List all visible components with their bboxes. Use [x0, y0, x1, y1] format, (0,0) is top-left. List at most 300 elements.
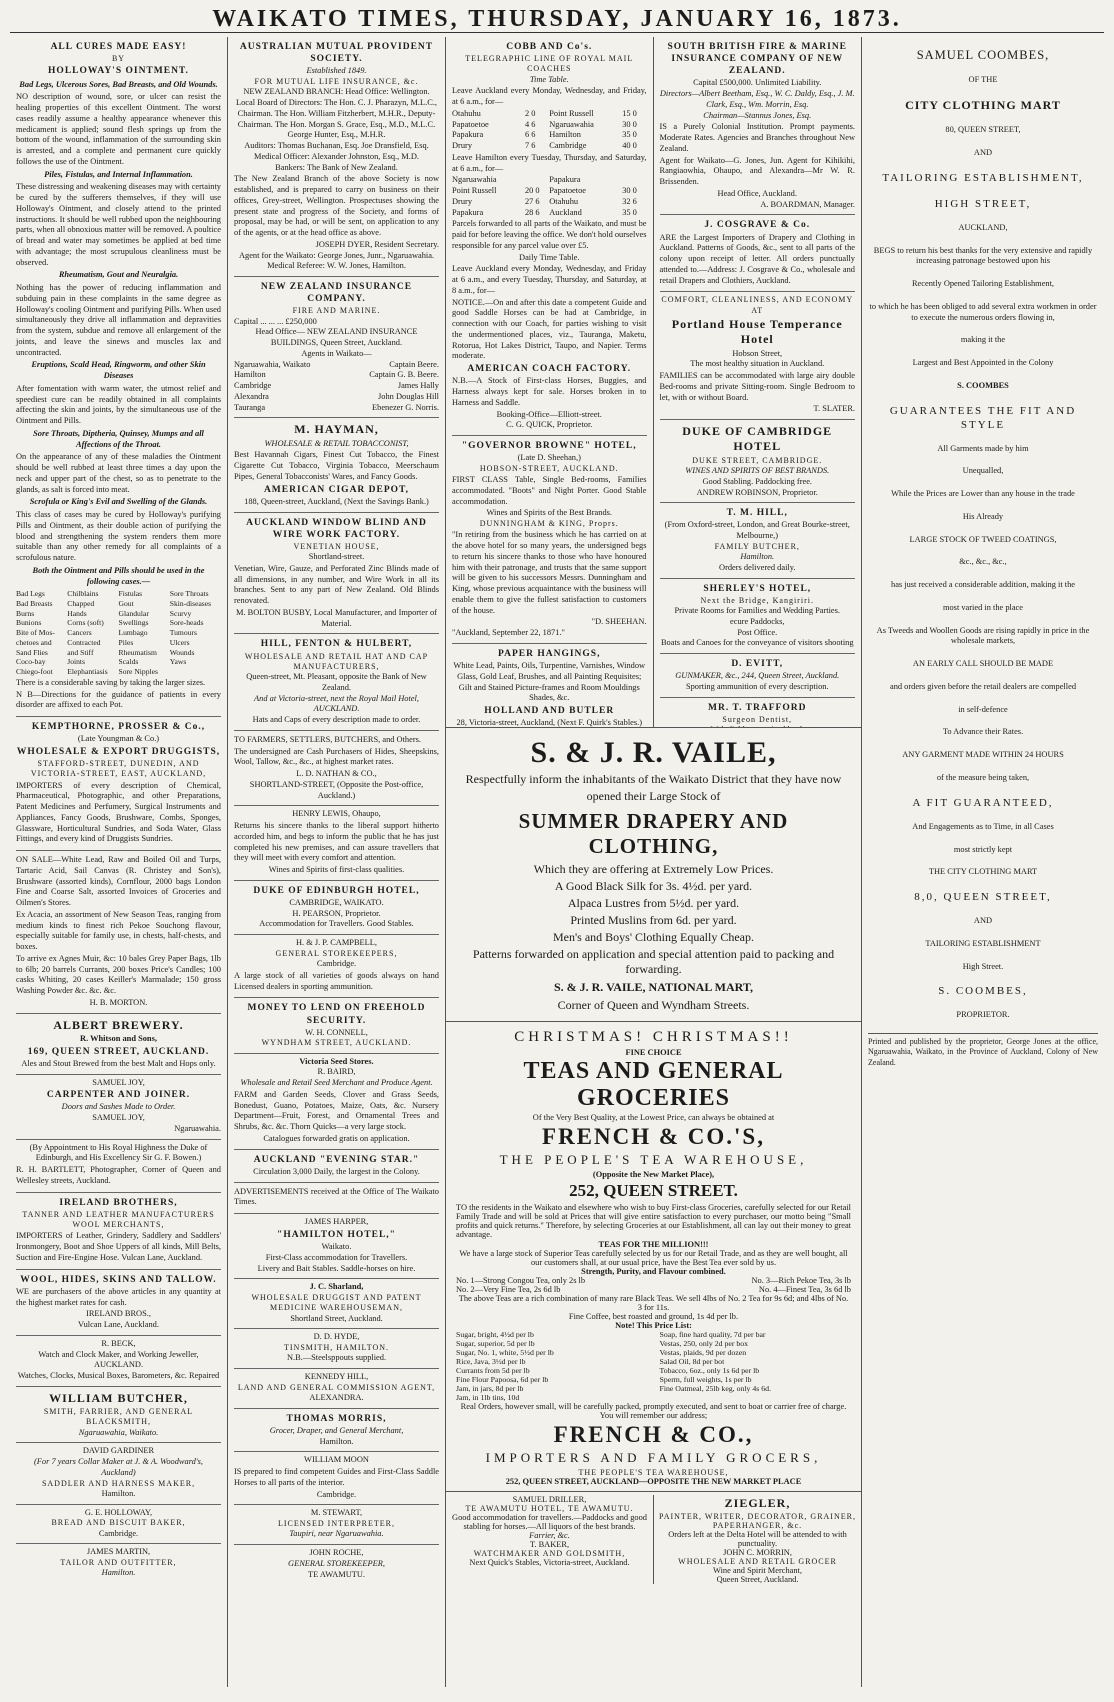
vaile-drapery: SUMMER DRAPERY AND CLOTHING, — [518, 809, 789, 858]
cosgrave-name: J. COSGRAVE & Co. — [704, 220, 811, 231]
vaile-l1: Respectfully inform the inhabitants of the Waikato District that they have now — [465, 772, 842, 786]
column-1 — [10, 37, 228, 1687]
edinburgh-title: DUKE OF EDINBURGH HOTEL, — [253, 885, 420, 896]
south-agent: Agent for Waikato—G. Jones, Jun. Agent for Kihikihi, Rangiaowhia, Ohaupo, and Alexandra—Mr W. R. Brissenden. — [659, 155, 855, 187]
timetable-fare: 30 0 — [622, 186, 637, 196]
driller-name: SAMUEL DRILLER, — [512, 1495, 587, 1504]
french-teas-row2 — [456, 1285, 851, 1294]
trafford-ad — [660, 698, 856, 727]
morrin-sub: Wine and Spirit Merchant, — [713, 1566, 802, 1575]
timetable-stop: Ngaruawahia — [549, 119, 594, 129]
ailment-item: Cancers — [67, 628, 92, 638]
hyde-trade: TINSMITH, HAMILTON. — [284, 1343, 389, 1352]
gov-addr: HOBSON-STREET, AUCKLAND. — [479, 463, 619, 473]
coombes-making: making it the — [960, 335, 1006, 345]
gardiner-place: Hamilton. — [101, 1488, 136, 1498]
coombes-high2: High Street. — [962, 961, 1004, 971]
trafford-trade: Surgeon Dentist, — [722, 714, 793, 724]
french-t1: No. 1—Strong Congou Tea, only 2s lb — [456, 1276, 586, 1285]
hillt-place: Hamilton. — [740, 552, 775, 562]
seed-name: R. BAIRD, — [317, 1067, 356, 1077]
holloway-p5: On the appearance of any of these maladies the Ointment should be well rubbed at least three times a day upon the neck and upper part of the chest, so as to penetrate to the glands, as salt is forced into meat. — [16, 452, 221, 494]
french-teas: TEAS AND GENERAL GROCERIES — [523, 1058, 784, 1111]
timetable-stop: Papakura — [549, 175, 581, 185]
french-ad — [446, 1022, 861, 1492]
portland-ad — [660, 292, 856, 420]
coombes-already: His Already — [962, 511, 1004, 521]
hayman-body: Best Havannah Cigars, Finest Cut Tobacco, the Finest Cigarette Cut Tobacco, Virginia Tobacco, Meerschaum Pipes, General Tobacconists' Wares, and Fancy Goods. — [234, 450, 439, 481]
nzins-title: NEW ZEALAND INSURANCE COMPANY. — [260, 282, 413, 305]
ireland-trade2: WOOL MERCHANTS, — [72, 1220, 165, 1230]
french-fine: FINE CHOICE — [625, 1048, 682, 1057]
ailment-item: Hands — [67, 608, 87, 618]
cobb-leave1: Leave Auckland every Monday, Wednesday, and Friday, at 6 a.m., for— — [452, 86, 647, 107]
holloway-note: There is a considerable saving by taking the larger sizes. — [16, 677, 206, 687]
coombes-defence: in self-defence — [958, 704, 1008, 714]
nzins-agents — [234, 360, 439, 414]
connell-addr: WYNDHAM STREET, AUCKLAND. — [261, 1038, 412, 1048]
price-item: Vestas, 250, only 2d per box — [659, 1339, 749, 1348]
timetable-fare: 28 6 — [524, 207, 540, 217]
holloway-nb: N B—Directions for the guidance of patients in every disorder are affixed to each Pot. — [16, 689, 221, 710]
hayman-trade: WHOLESALE & RETAIL TOBACCONIST, — [264, 438, 409, 448]
south-ad — [660, 37, 856, 215]
roche-place: TE AWAMUTU. — [307, 1569, 365, 1579]
french-body: TO the residents in the Waikato and elsewhere who wish to buy First-class Groceries, carefully selected for our Retail Family Trade and will be sold at Prices that will give entire satisfaction to every purchaser, our motto being "Small profits and quick returns." Therefore, by selecting Groceries at our Establishment, all can lay out their money to great advantage. — [456, 1203, 851, 1239]
ailment-item: Skin-diseases — [169, 599, 212, 609]
kennedy-ad — [234, 1369, 439, 1409]
holloway-p6: This class of cases may be cured by Holloway's purifying Pills and Ointment, as their double action of purifying the blood and strengthening the system renders them more suitable than any other remedy for all complaints of a scrofulous nature. — [16, 510, 221, 563]
ailment-item: Piles — [118, 637, 134, 647]
amp-body: The New Zealand Branch of the above Society is now established, and is prepared to carry on business on their offices, Grey-street, Wellington. Prospectuses showing the present state and progress of the Society, and forms of proposal, may be had, or will be sent, on application to any of the agents, or at the head office as above. — [234, 174, 439, 238]
agent-name: John Douglas Hill — [378, 391, 439, 401]
gov-body: FIRST CLASS Table, Single Bed-rooms, Families accommodated. "Boots" and Night Porter. Good Stable accommodation. — [452, 475, 647, 506]
joy-trade: CARPENTER AND JOINER. — [46, 1090, 191, 1101]
french-teas-row1 — [456, 1276, 851, 1285]
timetable-stop: Cambridge — [549, 141, 587, 151]
star-title: AUCKLAND "EVENING STAR." — [253, 1154, 420, 1165]
agent-row — [234, 403, 439, 414]
joy-sig: SAMUEL JOY, — [92, 1113, 145, 1123]
coombes-while: While the Prices are Lower than any house in the trade — [891, 489, 1075, 499]
vaile-l5: Patterns forwarded on application and special attention paid to packing and forwarding. — [472, 947, 835, 976]
gov-late: (Late D. Sheehan,) — [517, 453, 581, 463]
timetable-row — [452, 175, 647, 186]
trafford-addr — [660, 725, 856, 727]
ailment-item: Tumours — [169, 628, 197, 638]
ireland-trade: TANNER AND LEATHER MANUFACTURERS — [22, 1209, 215, 1219]
ailment-item: Glandular — [118, 608, 149, 618]
nzins-agents-head: Agents in Waikato— — [301, 348, 372, 358]
martin-trade: TAILOR AND OUTFITTER, — [60, 1558, 177, 1568]
ziegler-name: ZIEGLER, — [724, 1496, 791, 1510]
shirley-boats: Boats and Canoes for the conveyance of visitors shooting — [660, 638, 854, 648]
price-item: Salad Oil, 8d per bot — [659, 1357, 725, 1366]
edinburgh-place: CAMBRIDGE, WAIKATO. — [289, 897, 384, 907]
baker-trade: WATCHMAKER AND GOLDSMITH, — [473, 1549, 626, 1558]
harper-body: First-Class accommodation for Travellers. — [265, 1252, 408, 1262]
harper-hotel: "HAMILTON HOTEL," — [277, 1229, 396, 1240]
gov-title: "GOVERNOR BROWNE" HOTEL, — [461, 441, 637, 452]
brewery-title: ALBERT BREWERY. — [53, 1017, 184, 1032]
price-item: Jam, in jars, 8d per lb — [456, 1384, 524, 1393]
coombes-orders: and orders given before the retail dealers are compelled — [889, 681, 1077, 691]
beck-name: R. BECK, — [101, 1338, 136, 1348]
cobb-notice: NOTICE.—On and after this date a competent Guide and good Saddle Horses can be had at Cambridge, in connection with our Coach, for parties wishing to visit the undermentioned places, viz., Tauranga, Maketu, Rotorua, Hot Lakes District, Taupo, and Napier. Terms moderate. — [452, 297, 647, 361]
nzins-capital: Capital ... ... ... £250,000 — [234, 316, 317, 326]
price-item: Soap, fine hard quality, 7d per bar — [659, 1330, 766, 1339]
ireland-body: IMPORTERS of Leather, Grindery, Saddlery and Saddlers' Ironmongery, Boot and Shoe Uppers of all kinds, Mill Belts, Suction and Fire-Engine Hose. Vulcan Lane, Auckland. — [16, 1231, 221, 1262]
coombes-garment: ANY GARMENT MADE WITHIN 24 HOURS — [902, 750, 1064, 760]
kempthorne-body: IMPORTERS of every description of Chemical, Pharmaceutical, Photographic, and other Preparations, Patent Medicines and Perfumery, Surgical Instruments and Appliances, Fancy Goods, Brushware, Combs, Sponges, Glassware, Horticultural Sundries, and Soda Water, Glass Fittings, and every kind of Druggists Sundries. — [16, 780, 221, 844]
portland-motto: COMFORT, CLEANLINESS, AND ECONOMY — [661, 295, 854, 305]
butcher-name: WILLIAM BUTCHER, — [49, 1390, 188, 1405]
kempthorne-ad — [16, 717, 221, 851]
cobb-leave2: Leave Hamilton every Tuesday, Thursday, and Saturday, at 6 a.m., for— — [452, 152, 647, 173]
holloway-sub5: Sore Throats, Diptheria, Quinsey, Mumps and all Affections of the Throat. — [33, 428, 204, 449]
portland-at: AT — [751, 305, 764, 315]
french-t2: No. 2—Very Fine Tea, 2s 6d lb — [456, 1285, 561, 1294]
vaile-name: S. & J. R. VAILE, — [530, 736, 777, 769]
coombes-most: most varied in the place — [942, 602, 1023, 612]
south-chairman: Chairman—Stannus Jones, Esq. — [703, 110, 812, 120]
nathan-place: SHORTLAND-STREET, (Opposite the Post-office, Auckland.) — [249, 779, 424, 800]
coombes-measure: of the measure being taken, — [936, 772, 1030, 782]
campbell-trade: GENERAL STOREKEEPERS, — [275, 948, 398, 958]
brewery-body: Ales and Stout Brewed from the best Malt and Hops only. — [21, 1058, 216, 1068]
cambridge-street: DUKE STREET, CAMBRIDGE. — [692, 455, 823, 465]
morton-body: ON SALE—White Lead, Raw and Boiled Oil and Turps, Tartaric Acid, Sail Canvas (R. Christey and Son's), Brushware (assorted kinds), Cornflour, 2000 bags London Fine and Coarse Salt, assorted Invoices of Groceries and Oilmen's Stores. — [16, 855, 221, 908]
bartlett-ad — [16, 1140, 221, 1193]
timetable-row — [452, 120, 647, 131]
coombes-high: HIGH STREET, — [934, 197, 1032, 210]
gardiner-trade: SADDLER AND HARNESS MAKER, — [41, 1478, 196, 1488]
amp-sub: FOR MUTUAL LIFE INSURANCE, &c. — [254, 77, 419, 87]
cobb-rows1 — [452, 109, 647, 152]
timetable-stop: Hamilton — [549, 130, 581, 140]
price-item: Sugar, No. 1, white, 5½d per lb — [456, 1348, 554, 1357]
coombes-and: AND — [973, 147, 993, 157]
cobb-daily: Daily Time Table. — [519, 252, 580, 262]
amp-est: Established 1849. — [306, 66, 367, 76]
south-capital: Capital £500,000. Unlimited Liability. — [693, 78, 822, 88]
bartlett-body: R. H. BARTLETT, Photographer, Corner of Queen and Wellesley streets, Auckland. — [16, 1165, 221, 1185]
morton-list: To arrive ex Agnes Muir, &c: 10 bales Grey Paper Bags, 1lb to 6lb; 20 barrels Currants, 200 boxes Price's Candles; 100 casks Whiting, 20 cases Keiller's Marmalade; 150 gross Washing Powder &c. &c. &c. — [16, 953, 221, 996]
coombes-has: has just received a considerable addition, making it the — [891, 580, 1075, 590]
cobb-tt: Time Table. — [529, 74, 569, 84]
timetable-stop: Papakura — [452, 130, 484, 140]
cobb-sub: TELEGRAPHIC LINE OF ROYAL MAIL COACHES — [465, 54, 634, 74]
seed-body: FARM and Garden Seeds, Clover and Grass Seeds, Bonedust, Guano, Potatoes, Maize, Oats, &c. Nursery Department—Fruit, Forest, and Ornamental Trees and Shrubs, &c. &c. Thorn Quicks—a very large stock. — [234, 1089, 439, 1132]
hill-ad — [234, 634, 439, 730]
vaile-l3: Which they are offering at Extremely Low Prices. — [533, 862, 774, 876]
morrin-name: JOHN C. MORRIN, — [723, 1548, 792, 1557]
french-combo: The above Teas are a rich combination of many rare Black Teas. We sell 4lbs of No. 2 Tea for 9s 6d; and 4lbs of No. 3 for 11s. — [458, 1294, 849, 1312]
ireland-name: IRELAND BROTHERS, — [59, 1197, 178, 1208]
moon-body: IS prepared to find competent Guides and First-Class Saddle Horses to all parts of the interior. — [234, 1467, 439, 1487]
moon-place: Cambridge. — [316, 1489, 357, 1499]
ailment-item: Wounds — [169, 647, 195, 657]
vaile-mart: S. & J. R. VAILE, NATIONAL MART, — [553, 980, 754, 994]
coombes-mart2: THE CITY CLOTHING MART — [928, 867, 1038, 877]
timetable-fare: 35 0 — [622, 130, 637, 140]
columns — [10, 37, 1104, 1687]
edinburgh-ad — [234, 881, 439, 935]
timetable-fare: 32 6 — [622, 196, 637, 206]
timetable-stop: Papatoetoe — [549, 186, 586, 196]
ailment-item: Burns — [16, 608, 35, 618]
kennedy-name: KENNEDY HILL, — [304, 1371, 369, 1381]
column-4 — [654, 37, 862, 727]
cobb-parcels: Parcels forwarded to all parts of the Waikato, and must be paid for before leaving the office. We don't hold ourselves responsible for any parcel value over £5. — [452, 219, 647, 250]
ziegler-trade: PAINTER, WRITER, DECORATOR, GRAINER, PAPERHANGER, &c. — [659, 1512, 856, 1530]
stewart-trade: LICENSED INTERPRETER, — [278, 1519, 395, 1529]
french-coffee: Fine Coffee, best roasted and ground, 1s 4d per lb. — [568, 1312, 739, 1321]
timetable-stop: Point Russell — [549, 108, 594, 118]
coombes-fit: A FIT GUARANTEED, — [912, 796, 1054, 809]
cobb-title: COBB AND Co's. — [506, 42, 593, 52]
nzins-sub: FIRE AND MARINE. — [292, 306, 381, 316]
french-prices — [456, 1330, 851, 1402]
butcher-trade: SMITH, FARRIER, AND GENERAL BLACKSMITH, — [43, 1407, 194, 1427]
campbell-name: H. & J. P. CAMPBELL, — [296, 938, 377, 948]
holloway-p3: Nothing has the power of reducing inflammation and subduing pain in these complaints in the same degree as Holloway's cooling Ointment and purifying Pills. When used simultaneously they drive all inflammation and depravities from the system, subdue and remove all enlargement of the joints, and leave the sinews and muscles lax and uncontracted. — [16, 283, 221, 357]
coombes-begs: BEGS to return his best thanks for the very extensive and rapidly increasing patronage bestowed upon his — [873, 245, 1093, 266]
ailment-item: Rheumatism — [118, 647, 157, 657]
kempthorne-name: KEMPTHORNE, PROSSER & Co., — [31, 722, 206, 733]
adverts-ad — [234, 1183, 439, 1215]
brewery-ad — [16, 1014, 221, 1075]
french-opp: (Opposite the New Market Place), — [592, 1170, 715, 1179]
harper-place: Waikato. — [321, 1242, 352, 1252]
amp-auditors: Auditors: Thomas Buchanan, Esq. Joe Dransfield, Esq. — [244, 141, 429, 151]
merged-columns — [446, 37, 862, 1687]
agent-place: Cambridge — [234, 381, 272, 391]
french-t3: No. 3—Rich Pekoe Tea, 3s lb — [751, 1276, 851, 1285]
shirley-body: Private Rooms for Families and Wedding Parties. — [674, 606, 840, 616]
coombes-auck: AUCKLAND, — [958, 222, 1008, 232]
french-name: FRENCH & CO.'S, — [542, 1124, 765, 1149]
french-xmas: CHRISTMAS! CHRISTMAS!! — [514, 1029, 793, 1045]
holloway2-trade: BREAD AND BISCUIT BAKER, — [51, 1518, 186, 1528]
star-body: Circulation 3,000 Daily, the largest in the Colony. — [253, 1166, 420, 1176]
hillt-trade: FAMILY BUTCHER, — [714, 541, 800, 551]
coombes-garments: All Garments made by him — [937, 443, 1029, 453]
ailment-item: chetoes and — [16, 637, 52, 647]
price-item: Jam, in 1lb tins, 10d — [456, 1393, 520, 1402]
agent-place: Alexandra — [234, 391, 269, 401]
kempthorne-places: STAFFORD-STREET, DUNEDIN, AND VICTORIA-STREET, EAST, AUCKLAND, — [30, 759, 207, 779]
nathan-title: TO FARMERS, SETTLERS, BUTCHERS, and Others. — [234, 734, 421, 744]
south-directors: Directors—Albert Beetham, Esq., W. C. Daldy, Esq., J. M. Clark, Esq., Wm. Morrin, Esq. — [659, 89, 855, 109]
amp-directors: Local Board of Directors: The Hon. C. J. Pharazyn, M.L.C., Chairman. The Hon. William Fitzherbert, M.H.R., Deputy-Chairman. The Hon. Morgan S. Grace, Esq., M.D., M.L.C. George Hunter, Esq., M.H.R. — [235, 98, 438, 140]
driller-hotel: TE AWAMUTU HOTEL, TE AWAMUTU. — [465, 1504, 634, 1513]
price-item: Fine Oatmeal, 25lb keg, only 4s 6d. — [659, 1384, 772, 1393]
gov-props: DUNNINGHAM & KING, Proprs. — [479, 519, 619, 529]
price-item: Fine Flour Papoosa, 6d per lb — [456, 1375, 549, 1384]
ailment-item: Sore Throats — [169, 589, 209, 599]
baker-name: T. BAKER, — [529, 1540, 570, 1549]
coombes-prop: PROPRIETOR. — [956, 1010, 1010, 1020]
holloway-by: BY — [111, 54, 126, 64]
holloway-sub1: Bad Legs, Ulcerous Sores, Bad Breasts, and Old Wounds. — [19, 79, 218, 89]
agent-place: Ngaruawahia, Waikato — [234, 359, 311, 369]
joy-name: SAMUEL JOY, — [92, 1077, 145, 1087]
beck-repairs: Watches, Clocks, Musical Boxes, Barometers, &c. Repaired — [17, 1371, 220, 1380]
seed-ad — [234, 1054, 439, 1150]
hill-body: Hats and Caps of every description made to order. — [252, 715, 421, 725]
sharland-ad — [234, 1279, 439, 1329]
morton-name: H. B. MORTON. — [89, 997, 148, 1007]
vaile-p3: Printed Muslins from 6d. per yard. — [570, 913, 737, 927]
amp-bankers: Bankers: The Bank of New Zealand. — [275, 162, 398, 172]
ailment-item: Elephantiasis — [67, 667, 108, 677]
lewis-ad — [234, 806, 439, 881]
ailment-item: Contracted — [67, 637, 101, 647]
morris-ad — [234, 1409, 439, 1453]
blind-house: VENETIAN HOUSE, — [293, 541, 380, 551]
edinburgh-prop: H. PEARSON, Proprietor. — [292, 908, 381, 918]
cobb-ad — [452, 37, 647, 436]
agent-place: Tauranga — [234, 402, 266, 412]
ailment-item: Sore-heads — [169, 618, 204, 628]
harper-name: JAMES HARPER, — [304, 1217, 369, 1227]
nathan-name: L. D. NATHAN & CO., — [296, 769, 377, 779]
coombes-large: LARGE STOCK OF TWEED COATINGS, — [909, 534, 1057, 544]
cobb-factory: AMERICAN COACH FACTORY. — [467, 364, 632, 375]
hayman-ad — [234, 418, 439, 512]
timetable-stop: Auckland — [549, 207, 582, 217]
agent-place: Hamilton — [234, 370, 266, 380]
lewis-name: HENRY LEWIS, Ohaupo, — [292, 809, 381, 819]
ailment-item: Coco-bay — [16, 657, 46, 667]
gov-sig: "D. SHEEHAN. — [591, 617, 647, 627]
coombes-sc: S. COOMBES — [957, 380, 1009, 390]
price-item: Tobacco, 6oz., only 1s 6d per lb — [659, 1366, 760, 1375]
gardiner-name: DAVID GARDINER — [82, 1446, 155, 1456]
vaile-p2: Alpaca Lustres from 5½d. per yard. — [567, 896, 740, 910]
agent-name: Captain G. B. Beere. — [369, 370, 439, 380]
ailment-item: Sore Nipples — [118, 667, 158, 677]
nzins-ad — [234, 277, 439, 418]
ailment-item: Sand Flies — [16, 647, 48, 657]
coombes-etc: &c., &c., &c., — [959, 557, 1007, 567]
driller-farrier: Farrier, &c. — [529, 1531, 570, 1540]
agent-row — [234, 381, 439, 392]
cambridge-sig: ANDREW ROBINSON, Proprietor. — [696, 487, 818, 497]
ailment-item: Corns (soft) — [67, 618, 104, 628]
portland-sub: The most healthy situation in Auckland. — [690, 359, 825, 369]
coombes-engagements: And Engagements as to Time, in all Cases — [912, 821, 1054, 831]
price-item: Currants from 5d per lb — [456, 1366, 530, 1375]
cosgrave-ad — [660, 215, 856, 292]
coombes-which: to which he has been obliged to add several extra workmen in order to execute the numerous orders flowing in, — [869, 301, 1097, 322]
coombes-recent: Recently Opened Tailoring Establishment, — [911, 279, 1055, 289]
column-3 — [446, 37, 654, 727]
portland-body: FAMILIES can be accommodated with large airy double Bed-rooms and private Sitting-room. Single Bedroom to let, with or without Board. — [659, 371, 855, 402]
wool-title: WOOL, HIDES, SKINS AND TALLOW. — [20, 1274, 217, 1285]
timetable-stop: Papatoetoe — [452, 119, 489, 129]
campbell-place: Cambridge. — [316, 959, 357, 969]
morrin-trade: WHOLESALE AND RETAIL GROCER — [678, 1557, 837, 1566]
amp-title: AUSTRALIAN MUTUAL PROVIDENT SOCIETY. — [239, 42, 434, 65]
blind-street: Shortland-street. — [308, 552, 365, 562]
roche-name: JOHN ROCHE, — [309, 1548, 364, 1558]
timetable-fare — [622, 175, 646, 186]
french-name2: FRENCH & CO., — [553, 1422, 754, 1447]
timetable-stop: Drury — [452, 141, 473, 151]
connell-ad — [234, 998, 439, 1053]
coombes-and2: AND — [973, 916, 993, 926]
timetable-fare: 20 0 — [524, 186, 540, 196]
kennedy-place: ALEXANDRA. — [309, 1392, 364, 1402]
paper-ad — [452, 644, 647, 727]
cobb-rows2 — [452, 175, 647, 218]
timetable-stop: Point Russell — [452, 186, 497, 196]
french-addr: 252, QUEEN STREET. — [569, 1181, 738, 1200]
coombes-early: AN EARLY CALL SHOULD BE MADE — [912, 659, 1054, 669]
paper-title: PAPER HANGINGS, — [498, 648, 601, 659]
cambridge-wines: WINES AND SPIRITS OF BEST BRANDS. — [685, 466, 830, 476]
gov-ad — [452, 436, 647, 644]
bartlett-appt: (By Appointment to His Royal Highness the Duke of Edinburgh, and His Excellency Sir G. F. Bowen.) — [29, 1142, 208, 1163]
timetable-stop: Drury — [452, 196, 473, 206]
agent-row — [234, 392, 439, 403]
hillt-ad — [660, 503, 856, 578]
timetable-fare: 4 6 — [524, 119, 536, 129]
blind-title: AUCKLAND WINDOW BLIND AND WIRE WORK FACTORY. — [246, 517, 427, 540]
blind-body: Venetian, Wire, Gauze, and Perforated Zinc Blinds made of all dimensions, in any number, and Wire Work in all its branches. Sent to any part of New Zealand. Old Blinds renovated. — [234, 563, 439, 606]
timetable-row — [452, 186, 647, 197]
portland-sig: T. SLATER. — [813, 404, 855, 414]
morris-trade: Grocer, Draper, and General Merchant, — [269, 1425, 404, 1435]
agent-row — [234, 360, 439, 371]
seed-cat: Catalogues forwarded gratis on application. — [263, 1133, 410, 1143]
holloway2-place: Cambridge. — [98, 1528, 139, 1538]
price-item: Sperm, full weights, 1s per lb — [659, 1375, 752, 1384]
french-final: 252, QUEEN STREET, AUCKLAND—OPPOSITE THE NEW MARKET PLACE — [505, 1477, 802, 1486]
timetable-stop: Ngaruawahia — [452, 175, 497, 185]
vaile-p1: A Good Black Silk for 3s. 4½d. per yard. — [554, 879, 753, 893]
connell-title: MONEY TO LEND ON FREEHOLD SECURITY. — [247, 1003, 426, 1026]
coombes-queen: 8,0, QUEEN STREET, — [914, 891, 1052, 903]
gov-wines: Wines and Spirits of the Best Brands. — [486, 508, 612, 518]
vaile-l2: opened their Large Stock of — [586, 789, 721, 803]
hyde-name: D. D. HYDE, — [313, 1332, 360, 1342]
holloway-ad — [16, 37, 221, 717]
agent-name: Ebenezer G. Norris. — [372, 402, 439, 412]
amp-medical: Medical Officer: Alexander Johnston, Esq., M.D. — [254, 151, 419, 161]
timetable-fare: 15 0 — [622, 108, 637, 118]
wool-body: WE are purchasers of the above articles in any quantity at the highest market rates for cash. — [16, 1286, 221, 1307]
cambridge-ad — [660, 420, 856, 503]
holloway-p1: NO description of wound, sore, or ulcer can resist the healing properties of this excellent Ointment. The worst cases readily assume a healthy appearance whenever this medicament is applied; sound flesh springs up from the bottom of the wound, inflammation of the surrounding skin is arrested, and a complete and permanent cure quickly follows the use of the Ointment. — [16, 92, 221, 166]
hayman-name: M. HAYMAN, — [294, 422, 379, 437]
sharland-name: J. C. Sharland, — [309, 1282, 364, 1292]
column-2 — [228, 37, 446, 1687]
seed-trade: Wholesale and Retail Seed Merchant and Produce Agent. — [240, 1078, 433, 1088]
wool-name: IRELAND BROS., — [86, 1309, 151, 1319]
morton-arrive: Ex Acacia, an assortment of New Season Teas, ranging from medium kinds to finest rich Pekoe Souchong flavour, especially suitable for family use, in chests, half-chests, and boxes. — [16, 909, 221, 952]
timetable-stop: Otahuhu — [549, 196, 579, 206]
coombes-tailoring2: TAILORING ESTABLISHMENT — [925, 938, 1041, 948]
ailment-item: Fistulas — [118, 589, 143, 599]
ailment-item: Bite of Mos- — [16, 628, 55, 638]
holloway-sub4: Eruptions, Scald Head, Ringworm, and other Skin Diseases — [31, 360, 206, 381]
morrin-addr: Queen Street, Auckland. — [716, 1575, 799, 1584]
hill-trade: WHOLESALE AND RETAIL HAT AND CAP MANUFACTURERS, — [244, 651, 429, 671]
imprint: Printed and published by the proprietor, George Jones at the office, Ngaruawahia, Waikato, in the Province of Auckland, Colony of New Zealand. — [868, 1033, 1098, 1068]
